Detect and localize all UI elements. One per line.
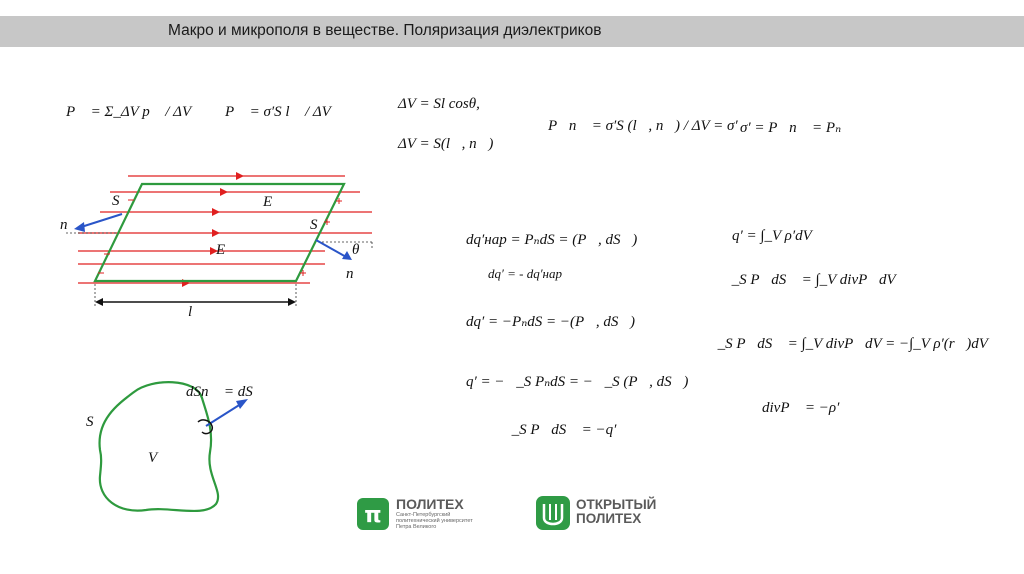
politech-sub3: Петра Великого	[396, 524, 437, 530]
formula-dq-minus: dq′ = −PₙdS = −(P⃗, dS⃗)	[466, 314, 635, 330]
label-surface-s: S	[86, 414, 94, 430]
label-ds: dSn⃗ = dS⃗	[186, 384, 265, 400]
formula-pn-sigma: P⃗n⃗ = σ′S (l⃗, n⃗) / ΔV = σ′	[548, 118, 738, 134]
formula-sigma-pn: σ′ = P⃗n⃗ = Pₙ	[740, 120, 842, 136]
formula-div-theorem: ∮_S P⃗dS⃗ = ∫_V divP⃗dV	[720, 272, 896, 288]
formula-volume-cos: ΔV = Sl cosθ,	[398, 96, 480, 112]
formula-dq-relation: dq′ = - dq′нар	[488, 266, 562, 281]
formula-polarization-sum: P⃗ = Σ_ΔV p⃗ / ΔV	[66, 104, 192, 120]
label-s-right: S	[310, 217, 318, 233]
formula-q-surface: q′ = −∮_S PₙdS = −∮_S (P⃗, dS⃗)	[466, 374, 689, 390]
formula-polarization-sigma: P⃗ = σ′S l⃗ / ΔV	[225, 104, 331, 120]
formula-volume-scalar: ΔV = S(l⃗, n⃗)	[398, 136, 494, 152]
svg-text:π: π	[364, 503, 382, 528]
label-volume-v: V	[148, 450, 158, 466]
label-length: l	[188, 304, 193, 320]
politech-sub2: политехнический университет	[396, 518, 473, 524]
politech-sub1: Санкт-Петербургский	[396, 512, 451, 518]
formula-dq-external: dq′нар = PₙdS = (P⃗, dS⃗)	[466, 232, 638, 248]
label-e-top: E⃗	[263, 194, 284, 210]
open-politech-line1: ОТКРЫТЫЙ	[576, 497, 657, 512]
open-politech-line2: ПОЛИТЕХ	[576, 511, 642, 526]
label-n-right: n⃗	[346, 266, 366, 282]
slide-title: Макро и микрополя в веществе. Поляризация диэлектриков	[168, 22, 602, 39]
label-theta: θ	[352, 242, 360, 258]
label-s-left: S	[112, 193, 120, 209]
politech-name: ПОЛИТЕХ	[396, 496, 464, 512]
label-n-left: n⃗	[60, 217, 80, 233]
formula-q-volume: q′ = ∫_V ρ′dV	[732, 228, 812, 244]
formula-gauss-p: ∮_S P⃗dS⃗ = −q′	[500, 422, 617, 438]
formula-div-p: divP⃗ = −ρ′	[762, 400, 840, 416]
formula-div-rho: ∮_S P⃗dS⃗ = ∫_V divP⃗dV = −∫_V ρ′(r⃗)dV	[706, 336, 988, 352]
label-e-bottom: E⃗	[216, 242, 237, 258]
